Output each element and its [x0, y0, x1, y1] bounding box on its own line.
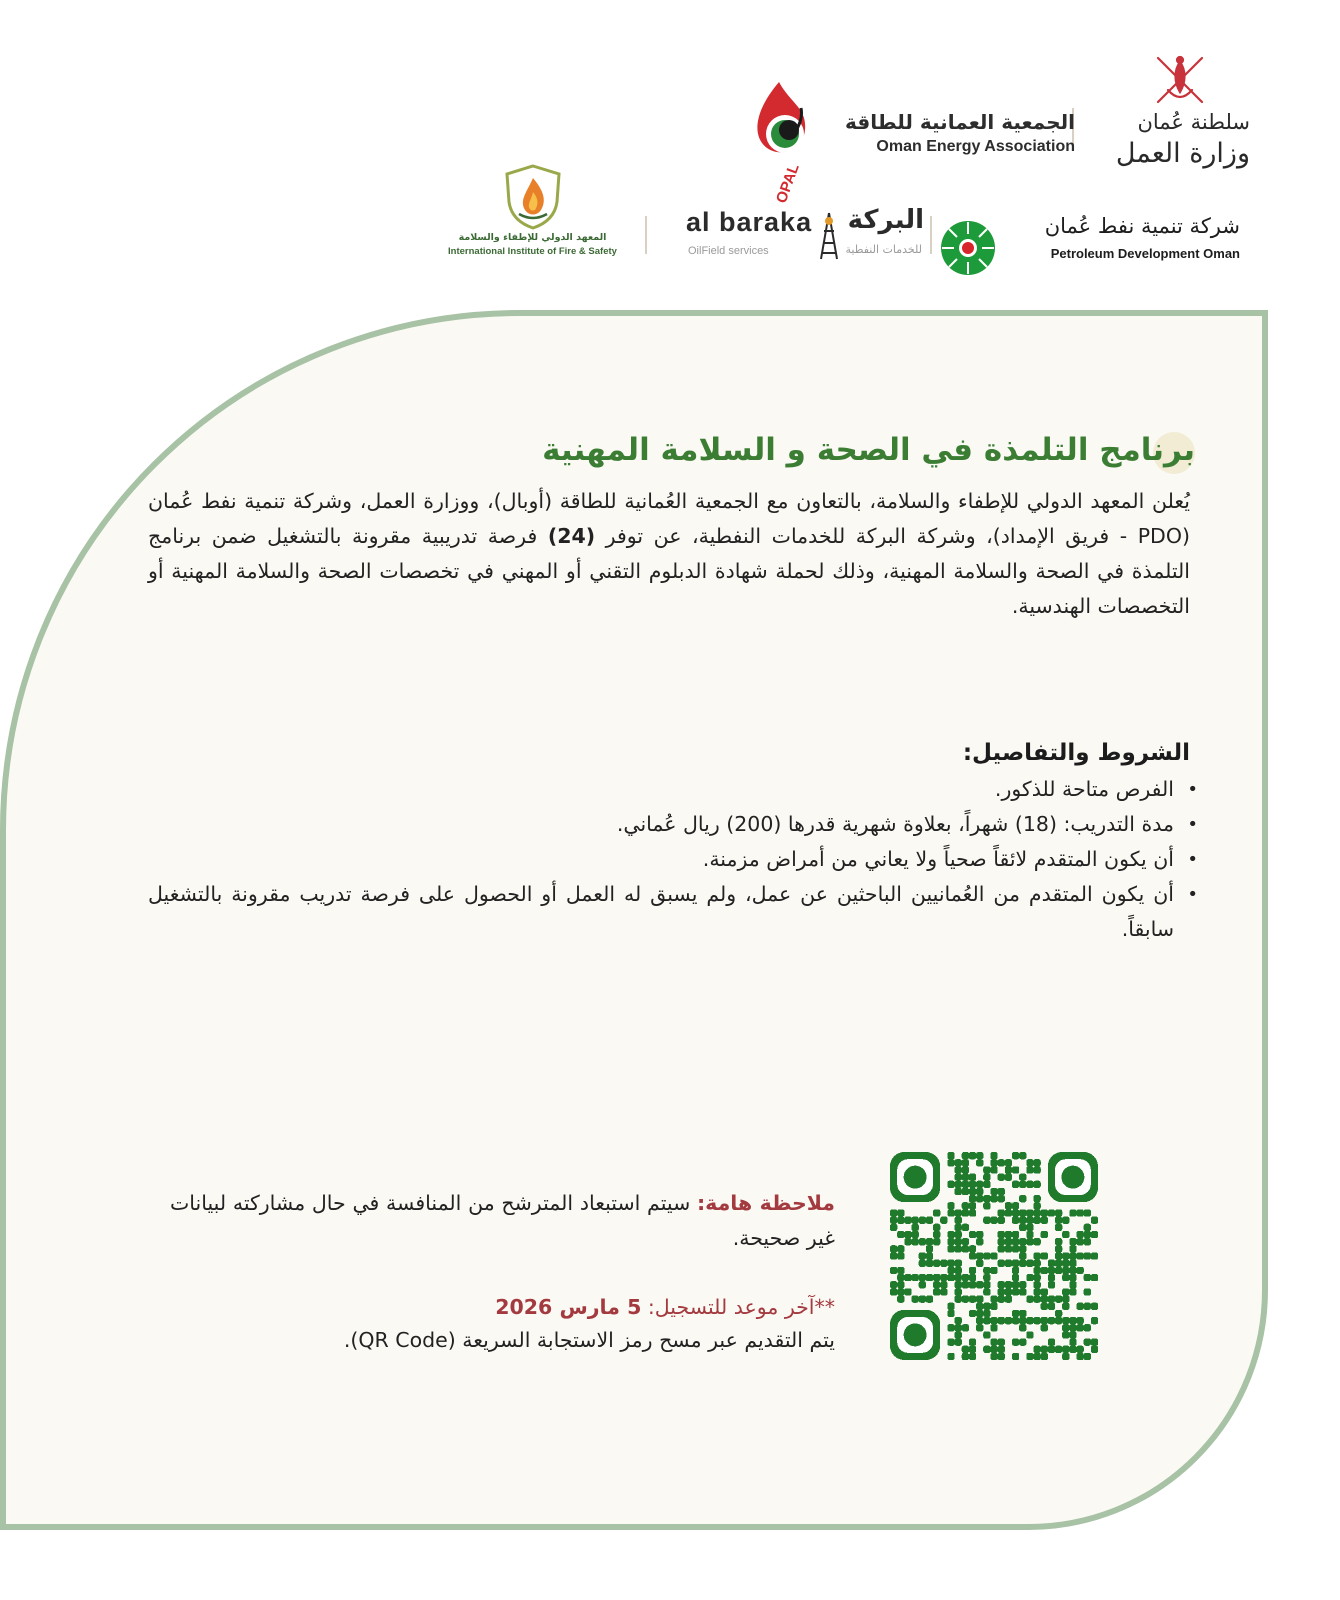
iifs-english-name: International Institute of Fire & Safety: [448, 246, 617, 257]
bullet-icon: •: [1187, 849, 1198, 870]
deadline-date: 5 مارس 2026: [495, 1295, 642, 1319]
albaraka-arabic-name: البركة: [847, 205, 924, 235]
opal-logo: [745, 78, 1075, 206]
apply-instructions: يتم التقديم عبر مسح رمز الاستجابة السريعة (QR Code).: [343, 1328, 835, 1352]
pdo-mark-icon: [940, 220, 996, 276]
pdo-logo: [940, 210, 1240, 270]
pdo-english-name: Petroleum Development Oman: [1050, 246, 1240, 261]
albaraka-english-name: al baraka: [686, 207, 813, 237]
bullet-icon: •: [1187, 779, 1198, 800]
condition-text: مدة التدريب: (18) شهراً، بعلاوة شهرية قدرها (200) ريال عُماني.: [616, 812, 1174, 836]
deadline-label: **آخر موعد للتسجيل:: [641, 1295, 835, 1319]
oil-rig-icon: [818, 211, 840, 261]
albaraka-arabic-sub: للخدمات النفطية: [845, 243, 922, 256]
fire-shield-icon: [503, 164, 563, 230]
albaraka-logo: [680, 205, 930, 265]
condition-text: الفرص متاحة للذكور.: [994, 777, 1174, 801]
condition-item: [148, 807, 1198, 842]
albaraka-english-sub: OilField services: [688, 245, 769, 257]
iifs-arabic-name: المعهد الدولي للإطفاء والسلامة: [458, 232, 607, 243]
pdo-arabic-name: شركة تنمية نفط عُمان: [1044, 214, 1240, 238]
logo-divider: [930, 216, 932, 254]
oman-emblem-icon: [1150, 52, 1210, 108]
intro-text-2: فرصة تدريبية مقرونة بالتشغيل ضمن برنامج التلمذة في الصحة والسلامة المهنية، وذلك لحملة شهادة الدبلوم التقني أو المهني في تخصصات الصحة والسلامة المهنية أو التخصصات الهندسية.: [148, 524, 1190, 618]
ministry-line1: سلطنة عُمان: [1137, 110, 1250, 134]
qr-code[interactable]: [890, 1152, 1098, 1360]
page-title: برنامج التلمذة في الصحة و السلامة المهنية: [542, 432, 1195, 468]
important-note: [170, 1186, 835, 1256]
condition-item: [148, 877, 1198, 947]
opal-mark-text: OPAL: [772, 161, 803, 206]
note-label: ملاحظة هامة:: [696, 1191, 835, 1215]
opal-mark-icon: [745, 78, 835, 206]
bullet-icon: •: [1187, 884, 1198, 905]
iifs-logo: [440, 160, 625, 260]
conditions-list: [148, 772, 1198, 947]
bullet-icon: •: [1187, 814, 1198, 835]
ministry-of-labour-logo: [1100, 52, 1250, 172]
condition-item: [148, 842, 1198, 877]
opportunities-count: (24): [547, 524, 596, 548]
intro-paragraph: [148, 484, 1190, 624]
note-text: سيتم استبعاد المترشح من المنافسة في حال مشاركته لبيانات غير صحيحة.: [170, 1191, 835, 1250]
opal-english-name: Oman Energy Association: [876, 138, 1075, 155]
condition-item: [148, 772, 1198, 807]
conditions-title: الشروط والتفاصيل:: [962, 740, 1190, 766]
logo-divider: [645, 216, 647, 254]
condition-text: أن يكون المتقدم لائقاً صحياً ولا يعاني من أمراض مزمنة.: [702, 847, 1174, 871]
intro-text-1: يُعلن المعهد الدولي للإطفاء والسلامة، بالتعاون مع الجمعية العُمانية للطاقة (أوبال)، ووزارة العمل، وشركة تنمية نفط عُمان (PDO - فريق الإمداد)، وشركة البركة للخدمات النفطية، عن توفر: [148, 489, 1190, 548]
ministry-line2: وزارة العمل: [1115, 138, 1250, 169]
opal-arabic-name: الجمعية العمانية للطاقة: [845, 110, 1075, 134]
condition-text: أن يكون المتقدم من العُمانيين الباحثين عن عمل، ولم يسبق له العمل أو الحصول على فرصة تدريب مقرونة بالتشغيل سابقاً.: [148, 882, 1174, 941]
registration-deadline: [495, 1290, 835, 1325]
